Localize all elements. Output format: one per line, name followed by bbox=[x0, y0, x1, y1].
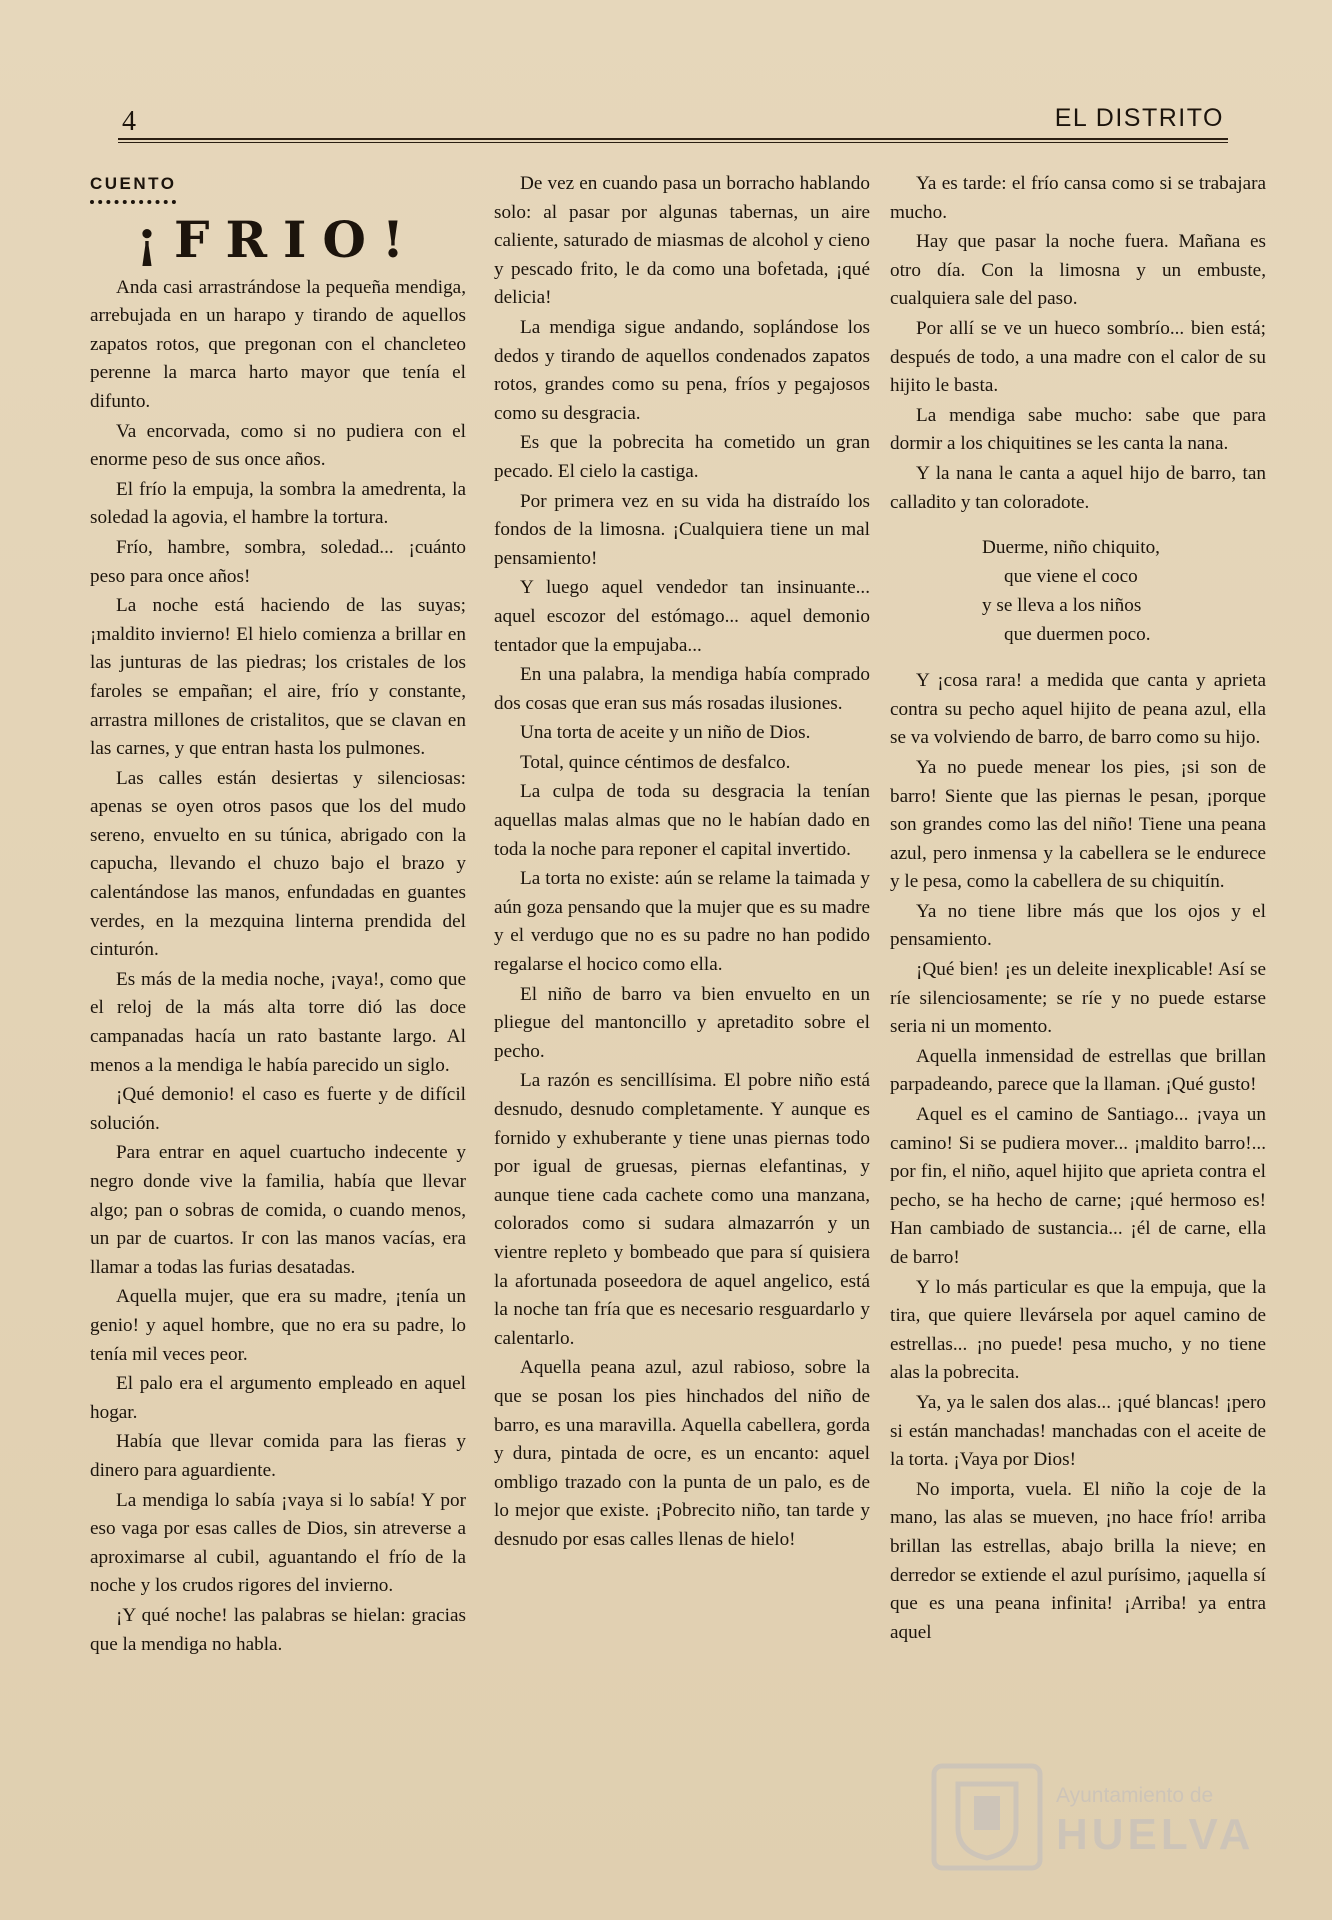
paragraph: La mendiga sigue andando, soplándose los dedos y tirando de aquellos condenados zapatos rotos, grandes como su pena, fríos y pegajosos como su desgracia. bbox=[494, 316, 870, 424]
column-body bbox=[90, 274, 466, 1660]
paragraph: Ya, ya le salen dos alas... ¡qué blancas! ¡pero si están manchadas! manchadas con el aceite de la torta. ¡Vaya por Dios! bbox=[890, 1391, 1266, 1471]
paragraph: Y la nana le canta a aquel hijo de barro, tan calladito y tan coloradote. bbox=[890, 462, 1266, 513]
paragraph: Y ¡cosa rara! a medida que canta y aprieta contra su pecho aquel hijito de peana azul, ella se va volviendo de barro, de barro como su hijo. bbox=[890, 670, 1266, 749]
paragraph: Aquel es el camino de Santiago... ¡vaya un camino! Si se pudiera mover... ¡maldito barro!... por fin, el niño, aquel hijito que aprieta contra el pecho, se ha hecho de carne; ¡qué hermoso es! Han cambiado de sustancia... ¡él de carne, ella de barro! bbox=[890, 1104, 1266, 1268]
column-1 bbox=[90, 170, 466, 1850]
paragraph: No importa, vuela. El niño la coje de la mano, las alas se mueven, ¡no hace frío! arriba brillan las estrellas, abajo brilla la nieve; en derredor se extiende el azul purísimo, ¡aquella sí que es una peana infinita! ¡Arriba! ya entra aquel bbox=[890, 1478, 1266, 1643]
paragraph: Por allí se ve un hueco sombrío... bien está; después de todo, a una madre con el calor de su hijito le basta. bbox=[890, 317, 1266, 397]
paragraph: Las calles están desiertas y silenciosas: apenas se oyen otros pasos que los del mudo sereno, envuelto en su túnica, abrigado con la capucha, llevando el chuzo bajo el brazo y calentándose las manos, enfundadas en guantes verdes, en la mezquina linterna prendida del cinturón. bbox=[90, 767, 466, 961]
paragraph: Había que llevar comida para las fieras y dinero para aguardiente. bbox=[90, 1431, 466, 1481]
paragraph: Ya no tiene libre más que los ojos y el pensamiento. bbox=[890, 900, 1266, 951]
paragraph: Va encorvada, como si no pudiera con el enorme peso de sus once años. bbox=[90, 420, 466, 471]
paragraph: ¡Qué demonio! el caso es fuerte y de difícil solución. bbox=[90, 1084, 466, 1134]
page-header bbox=[118, 100, 1228, 140]
paragraph: Anda casi arrastrándose la pequeña mendiga, arrebujada en un harapo y tirando de aquellos zapatos rotos, que pregonan con el chancleteo perenne la marca harto mayor que tenía el difunto. bbox=[90, 276, 466, 412]
column-body bbox=[494, 170, 870, 1555]
paragraph: Ya es tarde: el frío cansa como si se trabajara mucho. bbox=[890, 173, 1266, 223]
watermark-line-1: Ayuntamiento de bbox=[1056, 1784, 1214, 1807]
paragraph: El palo era el argumento empleado en aquel hogar. bbox=[90, 1373, 466, 1423]
watermark-line-2: HUELVA bbox=[1056, 1810, 1255, 1859]
verse-line: que viene el coco bbox=[1004, 566, 1138, 588]
paragraph: La razón es sencillísima. El pobre niño está desnudo, desnudo completamente. Y aunque es fornido y exhuberante y tiene unas piernas todo por igual de gruesas, piernas elefantinas, y aunque tiene cada cachete como una manzana, colorados como si sudara almazarrón y un vientre repleto y bombeado que para sí quisiera la afortunada poseedora de aquel angelico, está la noche tan fría que es necesario resguardarlo y calentarlo. bbox=[494, 1070, 870, 1349]
paragraph: El frío la empuja, la sombra la amedrenta, la soledad la agovia, el hambre la tortura. bbox=[90, 478, 466, 529]
paragraph: Para entrar en aquel cuartucho indecente y negro donde vive la familia, había que llevar algo; pan o sobras de comida, o cuando menos, un par de cuartos. Ir con las manos vacías, era llamar a todas las furias desatadas. bbox=[90, 1142, 466, 1278]
paragraph: Aquella peana azul, azul rabioso, sobre la que se posan los pies hinchados del niño de barro, es una maravilla. Aquella cabellera, gorda y dura, pintada de ocre, es un encanto: aquel ombligo trazado con la punta de un palo, es de lo mejor que existe. ¡Pobrecito niño, tan tarde y desnudo por esas calles llenas de hielo! bbox=[494, 1357, 870, 1550]
paragraph: ¡Y qué noche! las palabras se hielan: gracias que la mendiga no habla. bbox=[90, 1604, 466, 1655]
section-label: CUENTO bbox=[90, 170, 176, 204]
paragraph: Y luego aquel vendedor tan insinuante... aquel escozor del estómago... aquel demonio tentador que la empujaba... bbox=[494, 577, 870, 656]
paragraph: ¡Qué bien! ¡es un deleite inexplicable! Así se ríe silenciosamente; se ríe y no puede estarse seria ni un momento. bbox=[890, 959, 1266, 1038]
column-body bbox=[890, 170, 1266, 517]
lullaby-verse bbox=[890, 533, 1266, 649]
column-3 bbox=[890, 170, 1266, 1850]
header-rule bbox=[118, 138, 1228, 140]
paragraph: Es más de la media noche, ¡vaya!, como que el reloj de la más alta torre dió las doce campanadas hacía un rato bastante largo. Al menos a la mendiga le había parecido un siglo. bbox=[90, 968, 466, 1076]
paragraph: Una torta de aceite y un niño de Dios. bbox=[520, 722, 811, 744]
paragraph: La culpa de toda su desgracia la tenían aquellas malas almas que no le habían dado en toda la noche para reponer el capital invertido. bbox=[494, 781, 870, 860]
paragraph: La torta no existe: aún se relame la taimada y aún goza pensando que la mujer que es su madre y el verdugo que no es su padre no han podido regalarse el hocico como ella. bbox=[494, 868, 870, 976]
archive-watermark bbox=[928, 1762, 1258, 1872]
paragraph: Es que la pobrecita ha cometido un gran pecado. El cielo la castiga. bbox=[494, 432, 870, 482]
story-title: ¡FRIO! bbox=[136, 209, 420, 269]
verse-line: que duermen poco. bbox=[1004, 624, 1151, 646]
paragraph: Por primera vez en su vida ha distraído los fondos de la limosna. ¡Cualquiera tiene un mal pensamiento! bbox=[494, 490, 870, 569]
verse-line: y se lleva a los niños bbox=[982, 595, 1142, 617]
paragraph: De vez en cuando pasa un borracho hablando solo: al pasar por algunas tabernas, un aire caliente, saturado de miasmas de alcohol y cieno y pescado frito, le da como una bofetada, ¡qué delicia! bbox=[494, 173, 870, 309]
paragraph: La mendiga sabe mucho: sabe que para dormir a los chiquitines se les canta la nana. bbox=[890, 404, 1266, 455]
paragraph: Frío, hambre, sombra, soledad... ¡cuánto peso para once años! bbox=[90, 536, 466, 587]
paragraph: La mendiga lo sabía ¡vaya si lo sabía! Y por eso vaga por esas calles de Dios, sin atreverse a aproximarse al cubil, aguantando el frío de la noche y los crudos rigores del invierno. bbox=[90, 1489, 466, 1597]
paragraph: Y lo más particular es que la empuja, que la tira, que quiere llevársela por aquel camino de estrellas... ¡no puede! pesa mucho, y no tiene alas la pobrecita. bbox=[890, 1276, 1266, 1384]
paragraph: En una palabra, la mendiga había comprado dos cosas que eran sus más rosadas ilusiones. bbox=[494, 664, 870, 714]
paragraph: Aquella inmensidad de estrellas que brillan parpadeando, parece que la llaman. ¡Qué gusto! bbox=[890, 1045, 1266, 1096]
paragraph: Total, quince céntimos de desfalco. bbox=[520, 751, 791, 773]
paragraph: El niño de barro va bien envuelto en un pliegue del mantoncillo y apretadito sobre el pecho. bbox=[494, 983, 870, 1062]
paragraph: La noche está haciendo de las suyas; ¡maldito invierno! El hielo comienza a brillar en las junturas de las piedras; los cristales de los faroles se empañan; el aire, frío y constante, arrastra millones de cristalitos, que se clavan en las carnes, y que entran hasta los pulmones. bbox=[90, 595, 466, 760]
page-number: 4 bbox=[122, 106, 136, 137]
paragraph: Hay que pasar la noche fuera. Mañana es otro día. Con la limosna y un embuste, cualquiera sale del paso. bbox=[890, 231, 1266, 310]
header-rule-thin bbox=[118, 142, 1228, 143]
column-body-continued bbox=[890, 667, 1266, 1647]
column-2 bbox=[494, 170, 870, 1850]
verse-line: Duerme, niño chiquito, bbox=[982, 537, 1160, 559]
masthead: EL DISTRITO bbox=[1054, 104, 1224, 132]
coat-of-arms-icon bbox=[928, 1762, 1046, 1872]
paragraph: Aquella mujer, que era su madre, ¡tenía un genio! y aquel hombre, que no era su padre, lo tenía mil veces peor. bbox=[90, 1286, 466, 1365]
paragraph: Ya no puede menear los pies, ¡si son de barro! Siente que las piernas le pesan, ¡porque son grandes como las del niño! Tiene una peana azul, pero inmensa y la cabellera se le endurece y le pesa, como la cabellera de su chiquitín. bbox=[890, 756, 1266, 893]
